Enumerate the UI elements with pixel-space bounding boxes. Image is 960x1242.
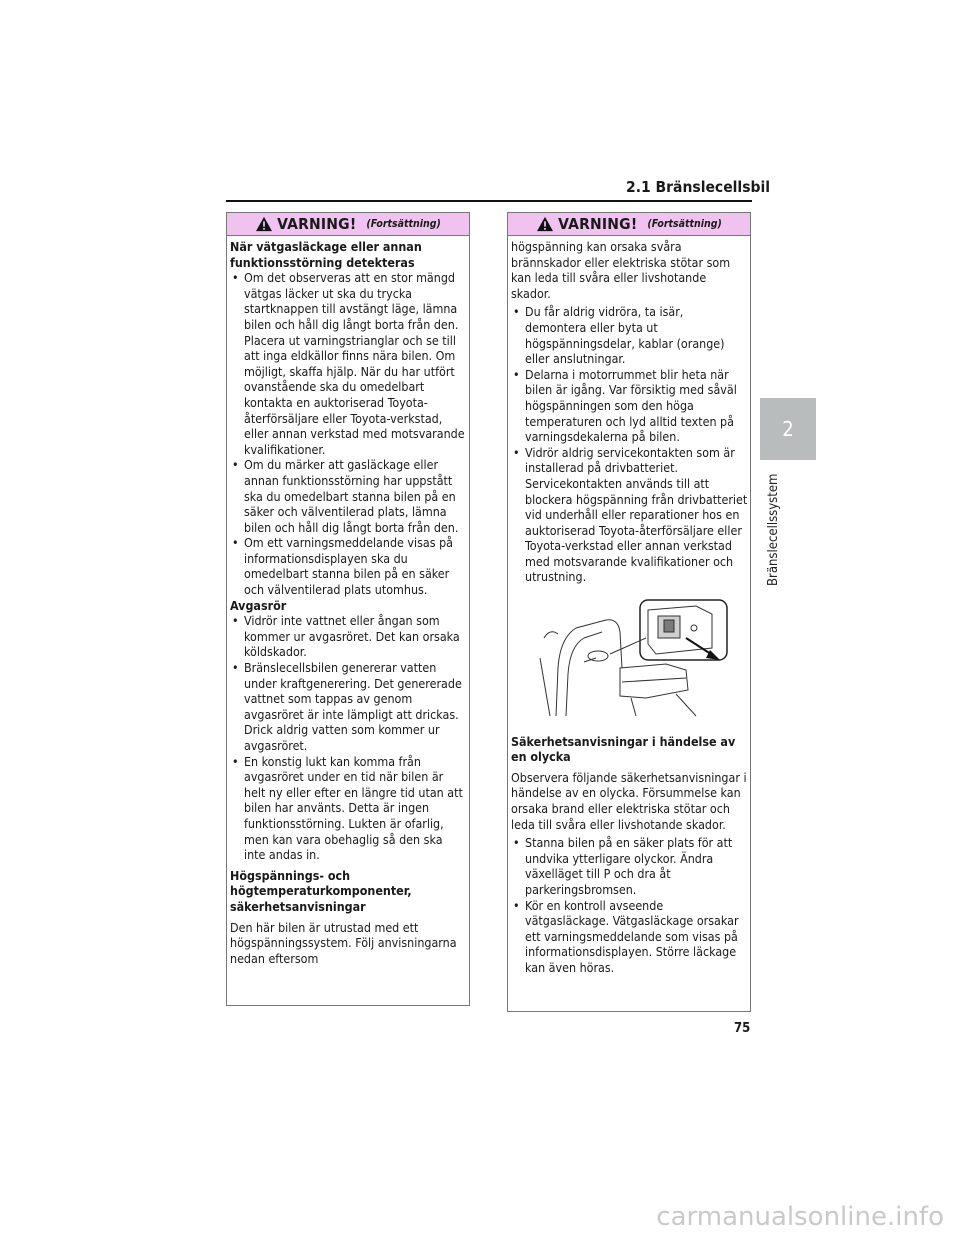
list-item: • Om du märker att gasläckage eller annan funktionsstörning har uppstått ska du omedelbart stanna bilen på en säker och välventilerad plats, lämna bilen och håll dig långt borta från den. — [230, 457, 467, 535]
list-item: • Bränslecellsbilen genererar vatten under kraftgenerering. Det genererade vattnet som tappas av genom avgasröret är inte lämpligt att drickas. Drick aldrig vatten som kommer ur avgasröret. — [230, 660, 467, 754]
watermark: carmanualsonline.info — [656, 1202, 944, 1232]
chapter-tab[interactable]: 2 — [760, 398, 816, 460]
bullet-list — [511, 304, 748, 585]
service-plug-illustration — [536, 598, 729, 718]
paragraph: högspänning kan orsaka svåra brännskador eller elektriska stötar som kan leda till svåra eller livshotande skador. — [511, 239, 731, 301]
list-item: • Om det observeras att en stor mängd vätgas läcker ut ska du trycka startknappen till avstängt läge, lämna bilen och håll dig långt borta från den. Placera ut varningstrianglar och se till att inga eldkällor finns nära bilen. Om möjligt, skaffa hjälp. När du har utfört ovanstående ska du omedelbart kontakta en auktoriserad Toyota-återförsäljare eller Toyota-verkstad, eller annan verkstad med motsvarande kvalifikationer. — [230, 270, 467, 457]
list-item: • En konstig lukt kan komma från avgasröret under en tid när bilen är helt ny eller efter en längre tid utan att bilen har använts. Detta är ingen funktionsstörning. Lukten är ofarlig, men kan vara obehaglig så den ska inte andas in. — [230, 754, 467, 863]
warning-triangle-icon — [536, 216, 554, 232]
subheading: Säkerhetsanvisningar i händelse av en olycka — [511, 733, 736, 765]
list-item: • Du får aldrig vidröra, ta isär, demontera eller byta ut högspänningsdelar, kablar (orange) eller anslutningar. — [511, 304, 748, 366]
warning-label: VARNING! — [558, 215, 638, 233]
warning-triangle-icon — [255, 216, 273, 232]
bullet-list — [230, 613, 467, 863]
warning-box-left — [226, 212, 470, 1006]
list-item: • Kör en kontroll avseende vätgasläckage. Vätgasläckage orsakar ett varningsmeddelande som visas på informationsdisplayen. Större läckage kan även höras. — [511, 898, 748, 976]
warning-box-right — [507, 212, 751, 1012]
warning-label: VARNING! — [277, 215, 357, 233]
paragraph: Den här bilen är utrustad med ett högspänningssystem. Följ anvisningarna nedan eftersom — [230, 919, 457, 966]
paragraph: Observera följande säkerhetsanvisningar i händelse av en olycka. Försummelse kan orsaka brand eller elektriska stötar och leda till svåra eller livshotande skador. — [511, 769, 747, 832]
list-item: • Delarna i motorrummet blir heta när bilen är igång. Var försiktig med såväl högspänningen som den höga temperaturen och lyd alltid texten på varningsdekalerna på bilen. — [511, 367, 748, 445]
list-item: • Vidrör aldrig servicekontakten som är installerad på drivbatteriet. Servicekontakten används till att blockera högspänning från drivbatteriet vid underhåll eller reparationer hos en auktoriserad Toyota-återförsäljare eller Toyota-verkstad eller annan verkstad med motsvarande kvalifikationer och utrustning. — [511, 445, 748, 585]
list-item: • Stanna bilen på en säker plats för att undvika ytterligare olyckor. Ändra växelläget till P och dra åt parkeringsbromsen. — [511, 835, 748, 897]
continued-label: (Fortsättning) — [647, 218, 722, 230]
list-item: • Vidrör inte vattnet eller ångan som kommer ur avgasröret. Det kan orsaka köldskador. — [230, 613, 467, 660]
header-rule — [226, 200, 752, 202]
subheading: När vätgasläckage eller annan funktionsstörning detekteras — [230, 239, 422, 270]
continued-label: (Fortsättning) — [366, 218, 441, 230]
warning-header — [227, 213, 469, 236]
chapter-title: Bränslecellssystem — [766, 473, 781, 586]
subheading: Avgasrör — [230, 597, 287, 613]
section-header: 2.1 Bränslecellsbil — [626, 178, 771, 196]
subheading: Högspännings- och högtemperaturkomponenter, säkerhetsanvisningar — [230, 867, 412, 914]
bullet-list — [511, 835, 748, 975]
warning-header — [508, 213, 750, 236]
page-number: 75 — [734, 1021, 751, 1036]
list-item: • Om ett varningsmeddelande visas på informationsdisplayen ska du omedelbart stanna bilen på en säker och välventilerad plats utomhus. — [230, 535, 467, 597]
bullet-list — [230, 270, 467, 597]
